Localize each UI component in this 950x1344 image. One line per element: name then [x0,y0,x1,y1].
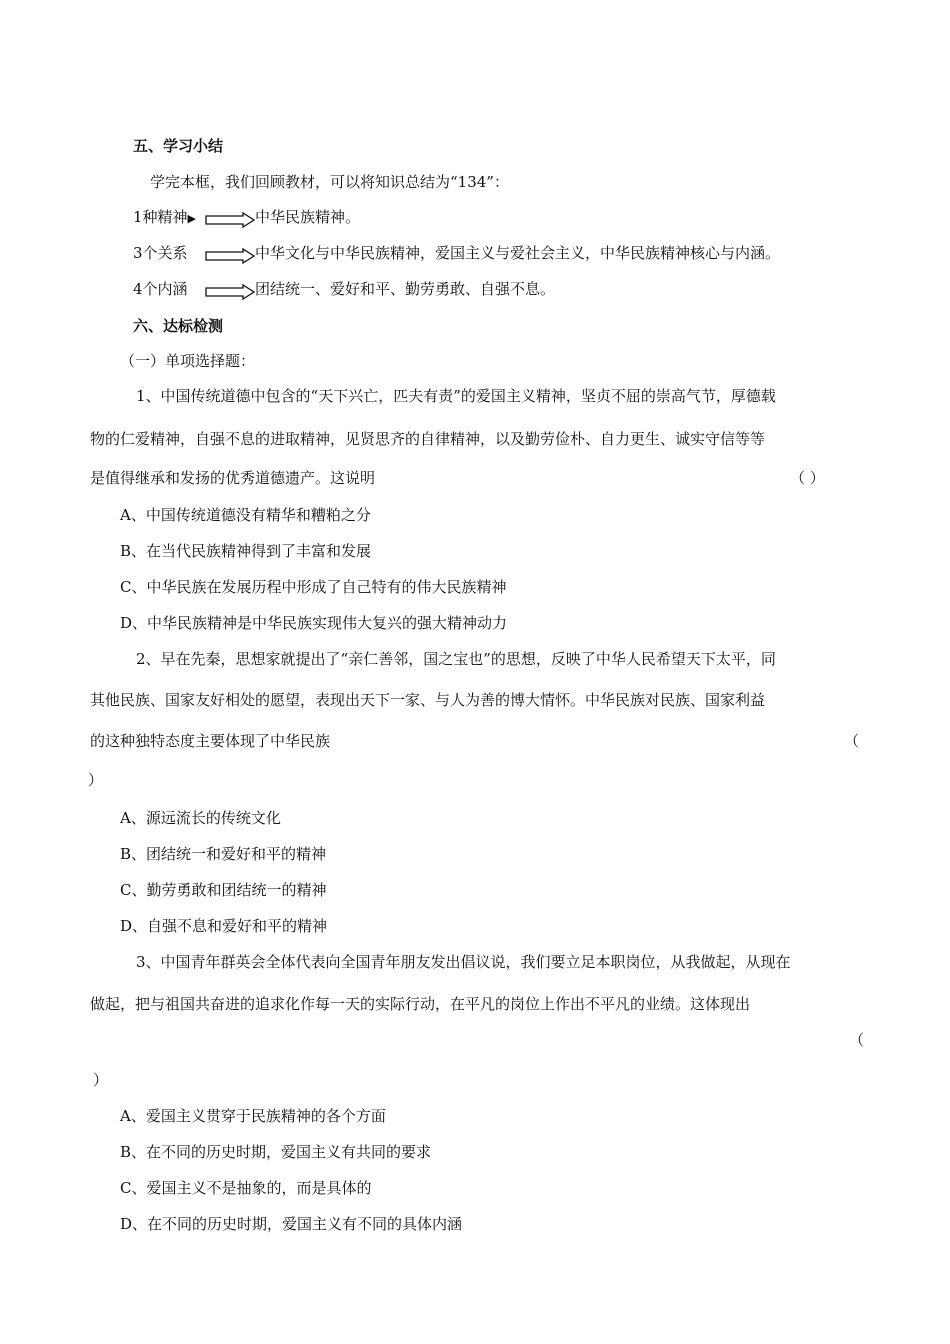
question-2-option-b: B、团结统一和爱好和平的精神 [120,845,327,863]
triangle-marker-icon: ▶ [187,212,197,225]
question-3-line-2: 做起，把与祖国共奋进的追求化作每一天的实际行动，在平凡的岗位上作出不平凡的业绩。这体现出 [90,995,751,1013]
question-3-option-a: A、爱国主义贯穿于民族精神的各个方面 [120,1107,386,1125]
question-3-option-c: C、爱国主义不是抽象的，而是具体的 [120,1179,372,1197]
question-1-option-d: D、中华民族精神是中华民族实现伟大复兴的强大精神动力 [120,614,508,632]
question-2-line-2: 其他民族、国家友好相处的愿望，表现出天下一家、与人为善的博大情怀。中华民族对民族、国家利益 [90,691,766,709]
question-1-line-1: 1、中国传统道德中包含的“天下兴亡，匹夫有责”的爱国主义精神，坚贞不屈的崇高气节，厚德载 [136,387,776,405]
answer-paren: （ ） [790,469,825,487]
question-2-line-1: 2、早在先秦，思想家就提出了“亲仁善邻，国之宝也”的思想，反映了中华人民希望天下太平，同 [136,650,776,668]
hollow-arrow-icon [205,248,255,264]
summary-text-relations: 中华文化与中华民族精神，爱国主义与爱社会主义，中华民族精神核心与内涵。 [255,244,781,262]
hollow-arrow-icon [205,212,255,228]
question-2-line-3: 的这种独特态度主要体现了中华民族 [90,732,331,750]
answer-paren-open: （ [844,732,860,750]
question-3-option-b: B、在不同的历史时期，爱国主义有共同的要求 [120,1143,432,1161]
summary-intro: 学完本框，我们回顾教材，可以将知识总结为“134”： [150,173,509,191]
question-1-option-b: B、在当代民族精神得到了丰富和发展 [120,542,372,560]
answer-paren-close: ） [88,771,104,789]
summary-text-spirit: 中华民族精神。 [255,208,361,226]
question-1-option-c: C、中华民族在发展历程中形成了自己特有的伟大民族精神 [120,578,507,596]
question-3-line-1: 3、中国青年群英会全体代表向全国青年朋友发出倡议说，我们要立足本职岗位，从我做起，从现在 [136,953,791,971]
summary-label-spirit: 1种精神▶ [133,208,197,226]
summary-label-relations: 3个关系 [133,244,188,262]
answer-paren-open: （ [849,1031,865,1049]
question-2-option-d: D、自强不息和爱好和平的精神 [120,917,328,935]
hollow-arrow-icon [205,284,255,300]
subheading-single-choice: （一）单项选择题： [120,352,256,370]
summary-label-connotations: 4个内涵 [133,280,188,298]
summary-text-connotations: 团结统一、爱好和平、勤劳勇敢、自强不息。 [255,280,556,298]
section-heading-test: 六、达标检测 [133,317,224,335]
section-heading-summary: 五、学习小结 [133,137,224,155]
question-1-option-a: A、中国传统道德没有精华和糟粕之分 [120,506,371,524]
question-3-option-d: D、在不同的历史时期，爱国主义有不同的具体内涵 [120,1215,463,1233]
question-1-line-3: 是值得继承和发扬的优秀道德遗产。这说明 [90,469,376,487]
answer-paren-close: ） [93,1071,109,1089]
question-2-option-a: A、源远流长的传统文化 [120,809,281,827]
question-2-option-c: C、勤劳勇敢和团结统一的精神 [120,881,327,899]
question-1-line-2: 物的仁爱精神，自强不息的进取精神，见贤思齐的自律精神，以及勤劳俭朴、自力更生、诚实守信等等 [90,430,766,448]
